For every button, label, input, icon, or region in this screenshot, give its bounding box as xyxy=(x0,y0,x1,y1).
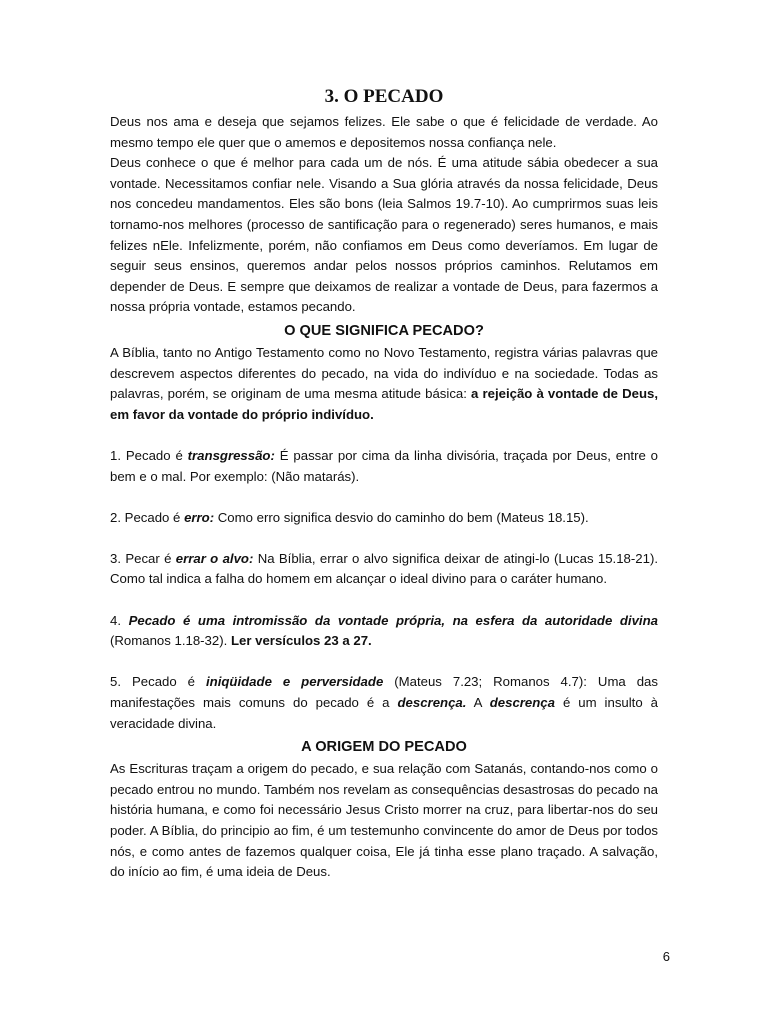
item-1-text: É passar por cima da linha divisória, traçada por Deus, entre o bem e o mal. Por exemplo: (Não matarás). xyxy=(110,447,658,484)
list-item-2 xyxy=(110,508,658,529)
intro-paragraph-1: Deus nos ama e deseja que sejamos felizes. Ele sabe o que é felicidade de verdade. Ao mesmo tempo ele quer que o amemos e depositemos nossa confiança nele. xyxy=(110,114,658,150)
section-heading-meaning: O QUE SIGNIFICA PECADO? xyxy=(284,322,484,339)
item-5-lead: 5. Pecado é xyxy=(110,674,206,690)
page-title: 3. O PECADO xyxy=(324,86,444,107)
item-2-lead: 2. Pecado é xyxy=(110,509,185,525)
section-heading-origin: A ORIGEM DO PECADO xyxy=(301,739,467,756)
item-1-lead: 1. Pecado é xyxy=(110,447,188,463)
item-4-term: Pecado é uma intromissão da vontade própria, na esfera da autoridade divina xyxy=(128,612,658,628)
origin-paragraph: As Escrituras traçam a origem do pecado, e sua relação com Satanás, contando-nos como o pecado entrou no mundo. Também nos revelam as consequências desastrosas do pecado na história humana, e como foi necessário Jesus Cristo morrer na cruz, para libertar-nos do seu poder. A Bíblia, do principio ao fim, é um testemunho convincente do amor de Deus por todos nós, e como antes de fazemos qualquer coisa, Ele já tinha esse plano traçado. A salvação, do início ao fim, é uma ideia de Deus. xyxy=(110,761,658,880)
item-5-text-2: A xyxy=(466,695,490,711)
meaning-emphasis: a rejeição à vontade de Deus, em favor da vontade do próprio indivíduo. xyxy=(110,386,659,422)
item-5-text: (Mateus 7.23; Romanos 4.7): Uma das manifestações mais comuns do pecado é a xyxy=(110,674,658,711)
meaning-paragraph xyxy=(110,343,658,425)
spacer xyxy=(110,590,658,611)
item-2-term: erro: xyxy=(184,509,215,525)
item-5-text-3: é um insulto à veracidade divina. xyxy=(110,695,658,731)
spacer xyxy=(110,652,658,673)
item-4-text: (Romanos 1.18-32). xyxy=(110,633,231,649)
item-3-term: errar o alvo: xyxy=(175,550,254,566)
item-2-text: Como erro significa desvio do caminho do bem (Mateus 18.15). xyxy=(214,509,589,525)
item-3-text: Na Bíblia, errar o alvo significa deixar de atingi-lo (Lucas 15.18-21). Como tal indica a falha do homem em alcançar o ideal divino para o caráter humano. xyxy=(110,550,658,587)
page-number: 6 xyxy=(662,949,670,964)
item-4-lead: 4. xyxy=(110,612,129,628)
list-item-3 xyxy=(110,549,658,590)
item-5-term-3: descrença xyxy=(489,695,555,711)
spacer xyxy=(110,487,658,508)
meaning-text: A Bíblia, tanto no Antigo Testamento como no Novo Testamento, registra várias palavras que descrevem aspectos diferentes do pecado, na vida do indivíduo e na sociedade. Todas as palavras, porém, se originam de uma mesma atitude básica: xyxy=(110,344,658,402)
spacer xyxy=(110,425,658,446)
intro-paragraph-2: Deus conhece o que é melhor para cada um de nós. É uma atitude sábia obedecer a sua vontade. Necessitamos confiar nele. Visando a Sua glória através da nossa felicidade, Deus nos concedeu mandamentos. Eles são bons (leia Salmos 19.7-10). Ao cumprirmos suas leis tornamo-nos melhores (processo de santificação para o regenerado) seres humanos, e mais felizes nEle. Infelizmente, porém, não confiamos em Deus como deveríamos. Em lugar de seguir seus ensinos, queremos andar pelos nossos próprios caminhos. Relutamos em depender de Deus. E sempre que deixamos de realizar a vontade de Deus, para fazermos a nossa própria vontade, estamos pecando. xyxy=(110,155,658,315)
list-item-1 xyxy=(110,446,658,487)
list-item-5 xyxy=(110,672,658,734)
spacer xyxy=(110,528,658,549)
page-content xyxy=(110,84,658,883)
list-item-4 xyxy=(110,611,658,652)
item-3-lead: 3. Pecar é xyxy=(110,550,176,566)
item-5-term: iniqüidade e perversidade xyxy=(205,674,384,690)
item-5-term-2: descrença. xyxy=(397,695,467,711)
item-4-reading: Ler versículos 23 a 27. xyxy=(230,633,372,649)
item-1-term: transgressão: xyxy=(187,447,275,463)
